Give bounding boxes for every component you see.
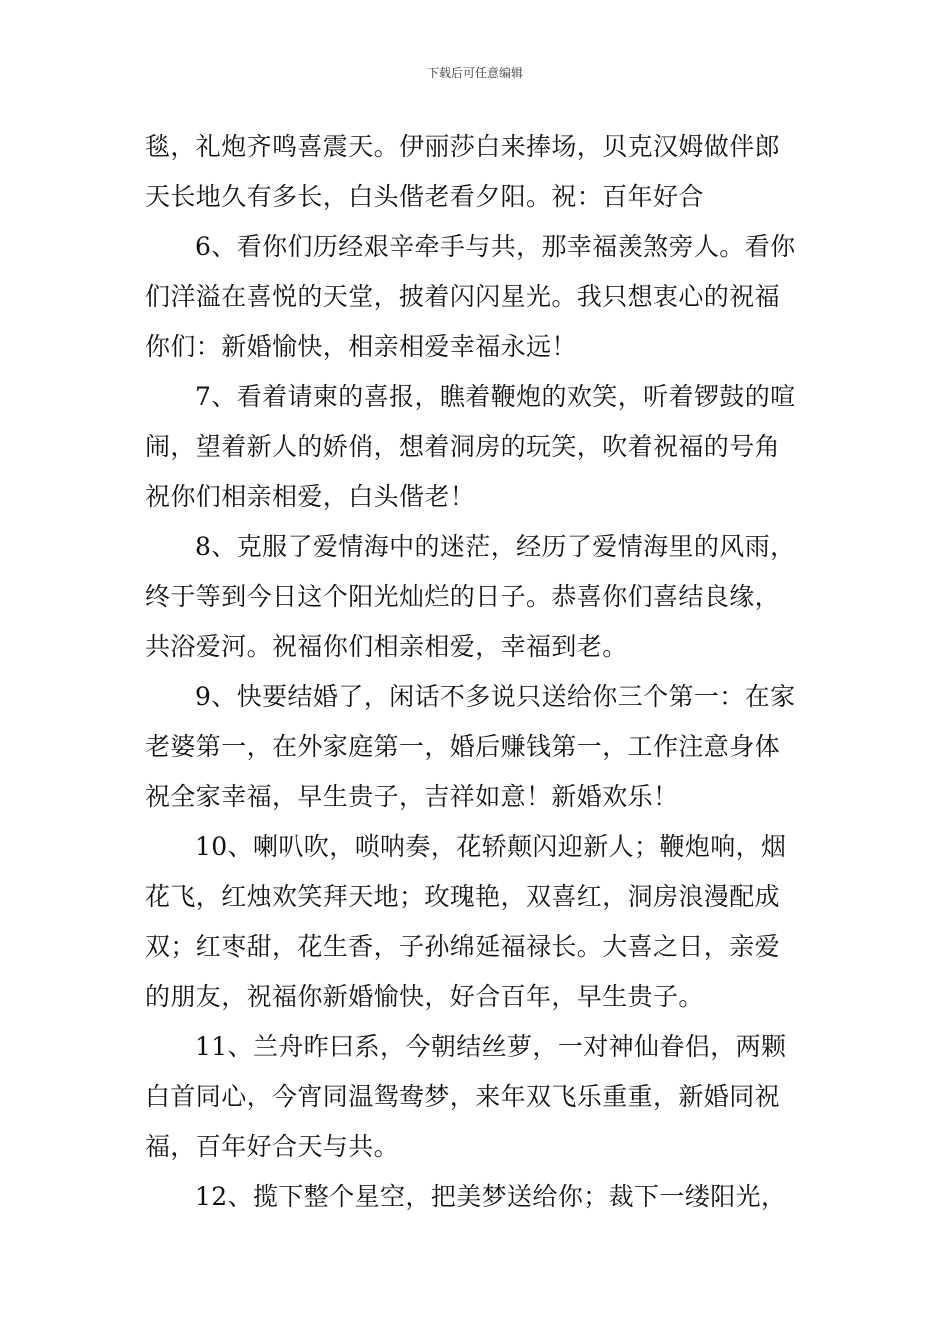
text-line: 祝你们相亲相爱，白头偕老！ bbox=[145, 482, 476, 511]
text-line: 12、揽下整个星空，把美梦送给你；裁下一缕阳光， bbox=[195, 1182, 787, 1211]
text-line: 共浴爱河。祝福你们相亲相爱，幸福到老。 bbox=[145, 632, 628, 661]
text-line: 的朋友，祝福你新婚愉快，好合百年，早生贵子。 bbox=[145, 982, 704, 1011]
paragraph-item-7 bbox=[145, 372, 810, 522]
text-line: 福，百年好合天与共。 bbox=[145, 1132, 400, 1161]
text-line: 你们：新婚愉快，相亲相爱幸福永远！ bbox=[145, 332, 577, 361]
paragraph-continuation bbox=[145, 122, 810, 222]
paragraph-item-9 bbox=[145, 672, 810, 822]
text-line: 白首同心，今宵同温鸳鸯梦，来年双飞乐重重，新婚同祝 bbox=[145, 1082, 781, 1111]
text-line: 双；红枣甜，花生香，子孙绵延福禄长。大喜之日，亲爱 bbox=[145, 932, 781, 961]
text-line: 7、看着请柬的喜报，瞧着鞭炮的欢笑，听着锣鼓的喧 bbox=[195, 382, 796, 411]
paragraph-item-11 bbox=[145, 1022, 810, 1172]
paragraph-item-8 bbox=[145, 522, 810, 672]
document-body bbox=[145, 122, 810, 1222]
text-line: 8、克服了爱情海中的迷茫，经历了爱情海里的风雨， bbox=[195, 532, 796, 561]
page-header-note: 下载后可任意编辑 bbox=[426, 66, 523, 80]
text-line: 终于等到今日这个阳光灿烂的日子。恭喜你们喜结良缘， bbox=[145, 582, 781, 611]
text-line: 老婆第一，在外家庭第一，婚后赚钱第一，工作注意身体 bbox=[145, 732, 781, 761]
text-line: 花飞，红烛欢笑拜天地；玫瑰艳，双喜红，洞房浪漫配成 bbox=[145, 882, 781, 911]
text-line: 天长地久有多长，白头偕老看夕阳。祝：百年好合 bbox=[145, 182, 704, 211]
text-line: 祝全家幸福，早生贵子，吉祥如意！新婚欢乐！ bbox=[145, 782, 679, 811]
text-line: 10、喇叭吹，唢呐奏，花轿颠闪迎新人；鞭炮响，烟 bbox=[195, 832, 787, 861]
paragraph-item-6 bbox=[145, 222, 810, 372]
text-line: 9、快要结婚了，闲话不多说只送给你三个第一：在家 bbox=[195, 682, 796, 711]
text-line: 毯，礼炮齐鸣喜震天。伊丽莎白来捧场，贝克汉姆做伴郎 bbox=[145, 132, 781, 161]
text-line: 们洋溢在喜悦的天堂，披着闪闪星光。我只想衷心的祝福 bbox=[145, 282, 781, 311]
text-line: 11、兰舟昨曰系，今朝结丝萝，一对神仙眷侣，两颗 bbox=[195, 1032, 787, 1061]
paragraph-item-12 bbox=[145, 1172, 810, 1222]
text-line: 闹，望着新人的娇俏，想着洞房的玩笑，吹着祝福的号角 bbox=[145, 432, 781, 461]
text-line: 6、看你们历经艰辛牵手与共，那幸福羡煞旁人。看你 bbox=[195, 232, 796, 261]
paragraph-item-10 bbox=[145, 822, 810, 1022]
